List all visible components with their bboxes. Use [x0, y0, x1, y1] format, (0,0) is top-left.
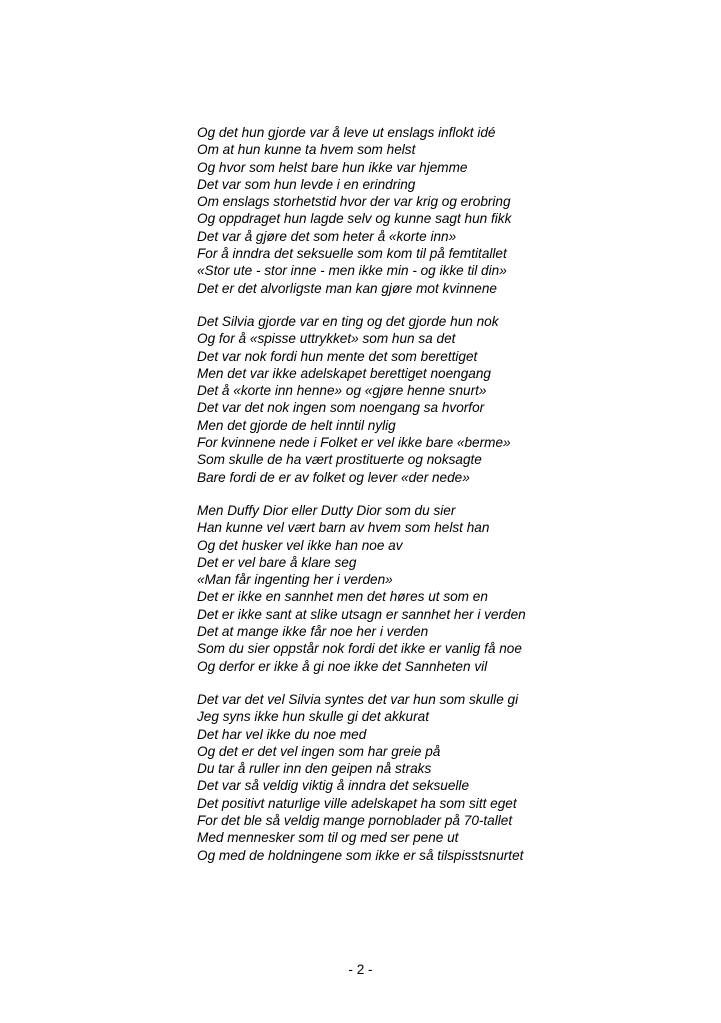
poem-line: Og med de holdningene som ikke er så tilspisstsnurtet: [197, 847, 524, 863]
poem-line: Det var så veldig viktig å inndra det seksuelle: [197, 778, 470, 794]
poem-line: «Stor ute - stor inne - men ikke min - og ikke til din»: [197, 263, 507, 279]
poem-body: [197, 124, 597, 880]
poem-line: Det er det alvorligste man kan gjøre mot kvinnene: [197, 280, 497, 296]
poem-line: Men det gjorde de helt inntil nylig: [197, 417, 396, 433]
poem-line: Og det hun gjorde var å leve ut enslags inflokt idé: [197, 125, 496, 140]
poem-line: Og for å «spisse uttrykket» som hun sa det: [197, 331, 456, 347]
poem-line: Som skulle de ha vært prostituerte og noksagte: [197, 452, 482, 468]
poem-line: Det er ikke en sannhet men det høres ut som en: [197, 589, 488, 605]
poem-line: «Man får ingenting her i verden»: [197, 572, 393, 588]
poem-line: Det å «korte inn henne» og «gjøre henne snurt»: [197, 383, 487, 399]
poem-line: Og hvor som helst bare hun ikke var hjemme: [197, 159, 468, 175]
poem-line: Bare fordi de er av folket og lever «der nede»: [197, 469, 470, 485]
poem-line: Det har vel ikke du noe med: [197, 726, 367, 742]
poem-line: Og det er det vel ingen som har greie på: [197, 743, 441, 759]
poem-line: Og oppdraget hun lagde selv og kunne sagt hun fikk: [197, 211, 512, 227]
poem-line: Om at hun kunne ta hvem som helst: [197, 142, 416, 158]
poem-line: Det var nok fordi hun mente det som berettiget: [197, 348, 478, 364]
poem-line: Jeg syns ikke hun skulle gi det akkurat: [197, 709, 429, 725]
poem-line: Men Duffy Dior eller Dutty Dior som du sier: [197, 502, 456, 518]
poem-line: Men det var ikke adelskapet berettiget noengang: [197, 365, 491, 381]
poem-line: Med mennesker som til og med ser pene ut: [197, 830, 459, 846]
poem-line: Det er vel bare å klare seg: [197, 554, 357, 570]
poem-line: Det var å gjøre det som heter å «korte inn»: [197, 228, 457, 244]
poem-line: Om enslags storhetstid hvor der var krig og erobring: [197, 194, 511, 210]
stanza: [197, 124, 597, 297]
page-number: - 2 -: [348, 962, 373, 977]
stanza: [197, 502, 597, 675]
poem-line: Det var som hun levde i en erindring: [197, 176, 416, 192]
poem-line: Det var det vel Silvia syntes det var hun som skulle gi: [197, 691, 519, 707]
poem-line: Det at mange ikke får noe her i verden: [197, 624, 429, 640]
poem-line: Det Silvia gjorde var en ting og det gjorde hun nok: [197, 313, 499, 329]
poem-line: Og derfor er ikke å gi noe ikke det Sannheten vil: [197, 658, 488, 674]
stanza: [197, 313, 597, 486]
poem-line: For å inndra det seksuelle som kom til på femtitallet: [197, 246, 507, 262]
poem-line: Det positivt naturlige ville adelskapet ha som sitt eget: [197, 795, 517, 811]
poem-line: Det er ikke sant at slike utsagn er sannhet her i verden: [197, 606, 526, 622]
poem-line: For kvinnene nede i Folket er vel ikke bare «berme»: [197, 435, 511, 451]
poem-line: Han kunne vel vært barn av hvem som helst han: [197, 520, 490, 536]
poem-line: Og det husker vel ikke han noe av: [197, 537, 403, 553]
stanza: [197, 691, 597, 864]
poem-line: Du tar å ruller inn den geipen nå straks: [197, 761, 432, 777]
poem-line: Det var det nok ingen som noengang sa hvorfor: [197, 400, 485, 416]
poem-line: For det ble så veldig mange pornoblader på 70-tallet: [197, 812, 513, 828]
poem-line: Som du sier oppstår nok fordi det ikke er vanlig få noe: [197, 641, 522, 657]
